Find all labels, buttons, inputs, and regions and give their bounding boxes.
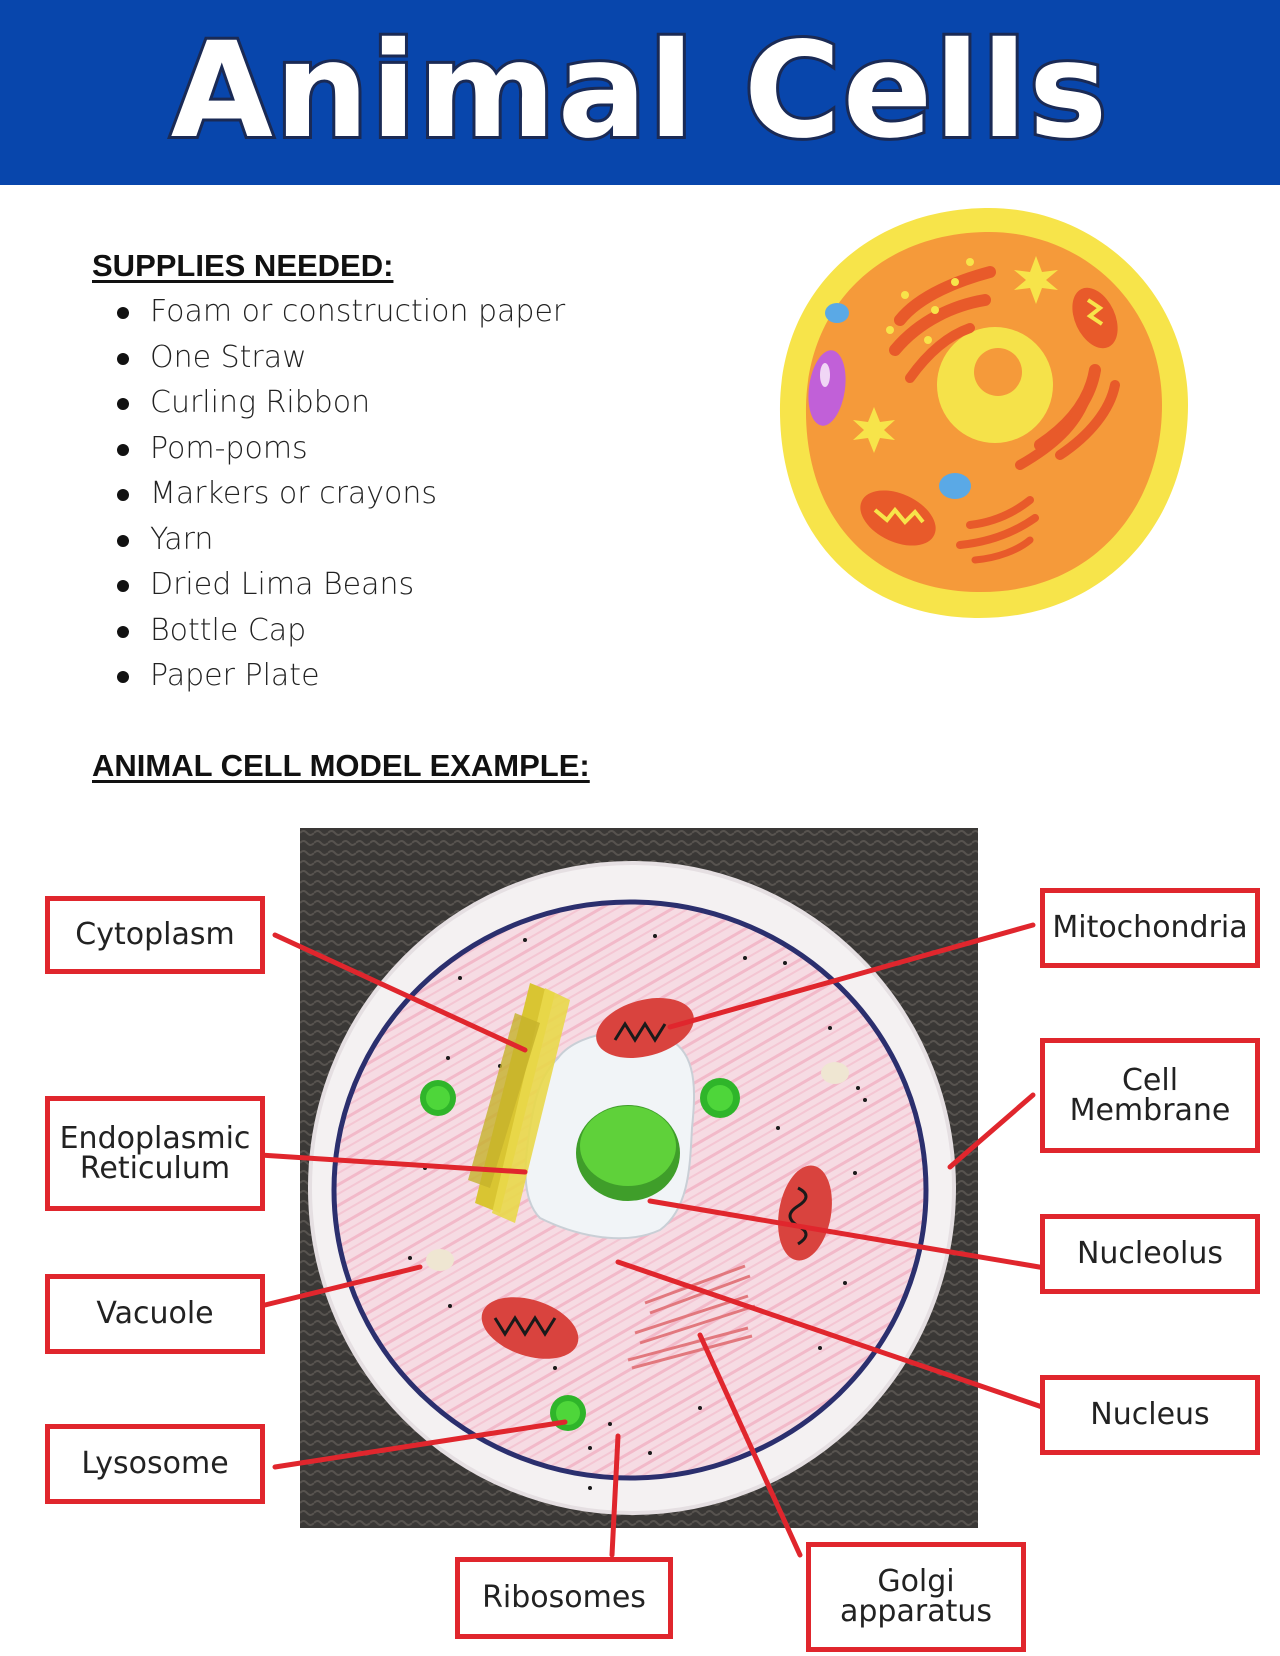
supply-item: Paper Plate [115, 654, 565, 700]
label-lysosome [45, 1424, 265, 1504]
model-heading: ANIMAL CELL MODEL EXAMPLE: [92, 748, 590, 783]
label-cytoplasm [45, 896, 265, 974]
label-text: Nucleolus [1076, 1236, 1224, 1271]
supply-item: Curling Ribbon [115, 381, 565, 427]
cell-model-photo [300, 828, 978, 1528]
label-text: Vacuole [96, 1296, 214, 1331]
label-text: Lysosome [81, 1446, 229, 1481]
page-title: Animal Cells [170, 14, 1110, 168]
label-golgi-apparatus [806, 1542, 1026, 1652]
label-nucleus [1040, 1375, 1260, 1455]
supplies-heading: SUPPLIES NEEDED: [92, 248, 394, 283]
supply-item: Dried Lima Beans [115, 563, 565, 609]
label-cell-membrane [1040, 1038, 1260, 1153]
label-endoplasmic-reticulum [45, 1096, 265, 1211]
label-mitochondria [1040, 888, 1260, 968]
label-text: Cell Membrane [1069, 1062, 1231, 1128]
label-text: Mitochondria [1052, 910, 1248, 945]
label-text: Endoplasmic Reticulum [59, 1120, 251, 1186]
label-ribosomes [455, 1557, 673, 1639]
label-vacuole [45, 1274, 265, 1354]
supply-item: Markers or crayons [115, 472, 565, 518]
label-text: Nucleus [1090, 1397, 1210, 1432]
supplies-list [115, 290, 565, 700]
title-banner [0, 0, 1280, 185]
label-text: Cytoplasm [75, 917, 235, 952]
supply-item: One Straw [115, 336, 565, 382]
supply-item: Foam or construction paper [115, 290, 565, 336]
label-text: Ribosomes [482, 1580, 646, 1615]
label-nucleolus [1040, 1214, 1260, 1294]
supply-item: Pom-poms [115, 427, 565, 473]
supply-item: Bottle Cap [115, 609, 565, 655]
animal-cell-illustration [770, 200, 1200, 630]
label-text: Golgi apparatus [840, 1564, 992, 1629]
supply-item: Yarn [115, 518, 565, 564]
